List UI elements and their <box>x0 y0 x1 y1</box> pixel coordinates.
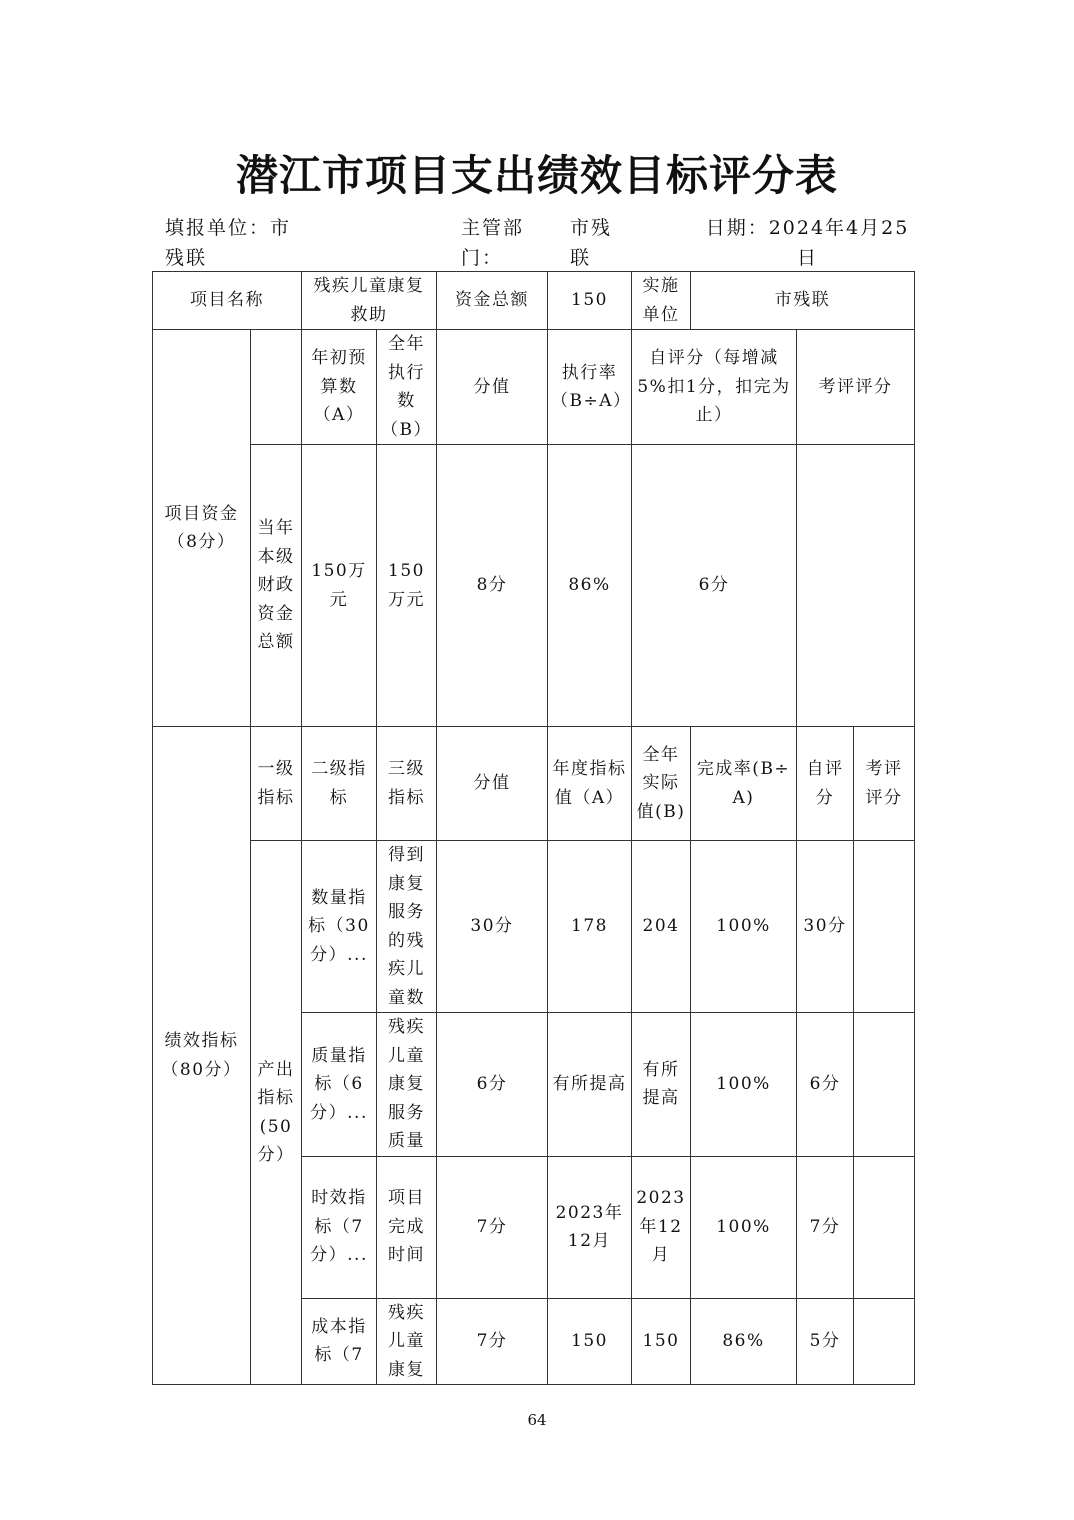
review-cell <box>854 1298 915 1385</box>
department-value: 市残联 <box>570 217 613 269</box>
self-score-cell: 7分 <box>797 1156 854 1298</box>
score-cell: 7分 <box>437 1156 548 1298</box>
completion-cell: 100% <box>691 1156 797 1298</box>
score-cell: 30分 <box>437 841 548 1013</box>
actual-cell: 2023年12月 <box>632 1156 691 1298</box>
table-row <box>153 841 915 1013</box>
performance-section: 绩效指标（80分） <box>153 727 251 1385</box>
target-cell: 150 <box>548 1298 632 1385</box>
funds-data-row <box>153 445 915 727</box>
executed-value: 150万元 <box>377 445 437 727</box>
project-funds-section: 项目资金（8分） <box>153 330 251 727</box>
project-row <box>153 272 915 330</box>
execution-rate-value: 86% <box>548 445 632 727</box>
self-score-cell: 5分 <box>797 1298 854 1385</box>
actual-cell: 有所提高 <box>632 1013 691 1157</box>
actual-value-header: 全年实际值(B) <box>632 727 691 841</box>
level1-header: 一级指标 <box>251 727 302 841</box>
perf-score-header: 分值 <box>437 727 548 841</box>
score-table <box>152 271 915 1385</box>
score-cell: 6分 <box>437 1013 548 1157</box>
completion-rate-header: 完成率(B÷A) <box>691 727 797 841</box>
page-title: 潜江市项目支出绩效目标评分表 <box>235 151 838 200</box>
completion-cell: 100% <box>691 1013 797 1157</box>
budget-header: 年初预算数（A） <box>302 330 377 445</box>
self-score-cell: 30分 <box>797 841 854 1013</box>
annual-target-header: 年度指标值（A） <box>548 727 632 841</box>
department-label: 主管部门： <box>461 217 525 269</box>
target-cell: 2023年12月 <box>548 1156 632 1298</box>
project-name-label: 项目名称 <box>153 272 302 330</box>
level2-cell: 成本指标（7 <box>302 1298 377 1385</box>
actual-cell: 150 <box>632 1298 691 1385</box>
target-cell: 有所提高 <box>548 1013 632 1157</box>
budget-value: 150万元 <box>302 445 377 727</box>
page-number: 64 <box>527 1411 547 1429</box>
funds-self-score-value: 6分 <box>632 445 797 727</box>
fund-total-label: 资金总额 <box>437 272 548 330</box>
funds-header-blank <box>251 330 302 445</box>
level2-cell: 数量指标（30分）... <box>302 841 377 1013</box>
funds-self-score-header: 自评分（每增减5%扣1分，扣完为止） <box>632 330 797 445</box>
funds-review-value <box>797 445 915 727</box>
perf-review-header: 考评评分 <box>854 727 915 841</box>
funds-score-header: 分值 <box>437 330 548 445</box>
funds-review-header: 考评评分 <box>797 330 915 445</box>
perf-header-row <box>153 727 915 841</box>
output-indicator-group: 产出指标(50分） <box>251 841 302 1385</box>
review-cell <box>854 1156 915 1298</box>
report-date: 日期：2024年4月25日 <box>705 217 910 269</box>
score-cell: 7分 <box>437 1298 548 1385</box>
executed-header: 全年执行数（B） <box>377 330 437 445</box>
level3-cell: 残疾儿童康复服务质量 <box>377 1013 437 1157</box>
level2-cell: 时效指标（7分）... <box>302 1156 377 1298</box>
funds-header-row <box>153 330 915 445</box>
level3-cell: 得到康复服务的残疾儿童数 <box>377 841 437 1013</box>
impl-unit-label: 实施单位 <box>632 272 691 330</box>
impl-unit-value: 市残联 <box>691 272 915 330</box>
review-cell <box>854 1013 915 1157</box>
completion-cell: 100% <box>691 841 797 1013</box>
completion-cell: 86% <box>691 1298 797 1385</box>
target-cell: 178 <box>548 841 632 1013</box>
level3-cell: 项目完成时间 <box>377 1156 437 1298</box>
funds-score-value: 8分 <box>437 445 548 727</box>
level2-header: 二级指标 <box>302 727 377 841</box>
funds-subsection: 当年本级财政资金总额 <box>251 445 302 727</box>
level3-header: 三级指标 <box>377 727 437 841</box>
perf-self-score-header: 自评分 <box>797 727 854 841</box>
self-score-cell: 6分 <box>797 1013 854 1157</box>
reporting-unit: 填报单位：市残联 <box>165 217 292 269</box>
level2-cell: 质量指标（6分）... <box>302 1013 377 1157</box>
actual-cell: 204 <box>632 841 691 1013</box>
fund-total-value: 150 <box>548 272 632 330</box>
level3-cell: 残疾儿童康复 <box>377 1298 437 1385</box>
review-cell <box>854 841 915 1013</box>
execution-rate-header: 执行率（B÷A） <box>548 330 632 445</box>
project-name-value: 残疾儿童康复救助 <box>302 272 437 330</box>
